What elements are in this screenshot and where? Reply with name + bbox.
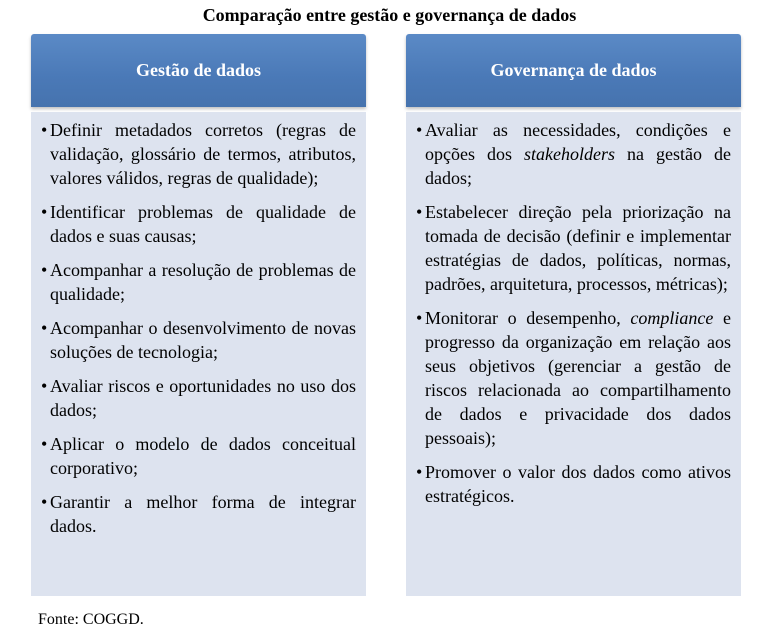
- list-item: • Identificar problemas de qualidade de dados e suas causas;: [41, 202, 356, 246]
- column-header-data-governance: Governança de dados: [406, 34, 741, 107]
- bullet-icon: •: [416, 308, 423, 328]
- list-item: • Acompanhar a resolução de problemas de qualidade;: [41, 260, 356, 304]
- column-body-data-governance: [406, 112, 741, 596]
- list-item: • Avaliar riscos e oportunidades no uso dos dados;: [41, 376, 356, 420]
- list-item: • Monitorar o desempenho, compliance e progresso da organização em relação aos seus objetivos (gerenciar a gestão de riscos relacionada ao compartilhamento de dados e privacidade dos dados pessoais);: [416, 308, 731, 448]
- column-data-governance: [406, 34, 741, 596]
- list-item: • Aplicar o modelo de dados conceitual corporativo;: [41, 434, 356, 478]
- bullet-icon: •: [41, 376, 48, 396]
- column-body-data-management: [31, 112, 366, 596]
- bullet-icon: •: [41, 492, 48, 512]
- list-item: • Garantir a melhor forma de integrar dados.: [41, 492, 356, 536]
- bullet-icon: •: [416, 462, 423, 482]
- bullet-icon: •: [416, 202, 423, 222]
- list-item: • Estabelecer direção pela priorização na tomada de decisão (definir e implementar estratégias de dados, políticas, normas, padrões, arquitetura, processos, métricas);: [416, 202, 731, 294]
- list-item: • Promover o valor dos dados como ativos estratégicos.: [416, 462, 731, 506]
- column-data-management: [31, 34, 366, 596]
- bullet-icon: •: [41, 202, 48, 222]
- list-item: • Avaliar as necessidades, condições e opções dos stakeholders na gestão de dados;: [416, 120, 731, 188]
- bullet-icon: •: [41, 434, 48, 454]
- bullet-icon: •: [41, 318, 48, 338]
- bullet-icon: •: [41, 120, 48, 140]
- list-item: • Definir metadados corretos (regras de validação, glossário de termos, atributos, valores válidos, regras de qualidade);: [41, 120, 356, 188]
- column-header-data-management: Gestão de dados: [31, 34, 366, 107]
- list-item: • Acompanhar o desenvolvimento de novas soluções de tecnologia;: [41, 318, 356, 362]
- bullet-icon: •: [41, 260, 48, 280]
- bullet-icon: •: [416, 120, 423, 140]
- figure-source: Fonte: COGGD.: [38, 611, 144, 628]
- figure-title: Comparação entre gestão e governança de dados: [202, 5, 577, 25]
